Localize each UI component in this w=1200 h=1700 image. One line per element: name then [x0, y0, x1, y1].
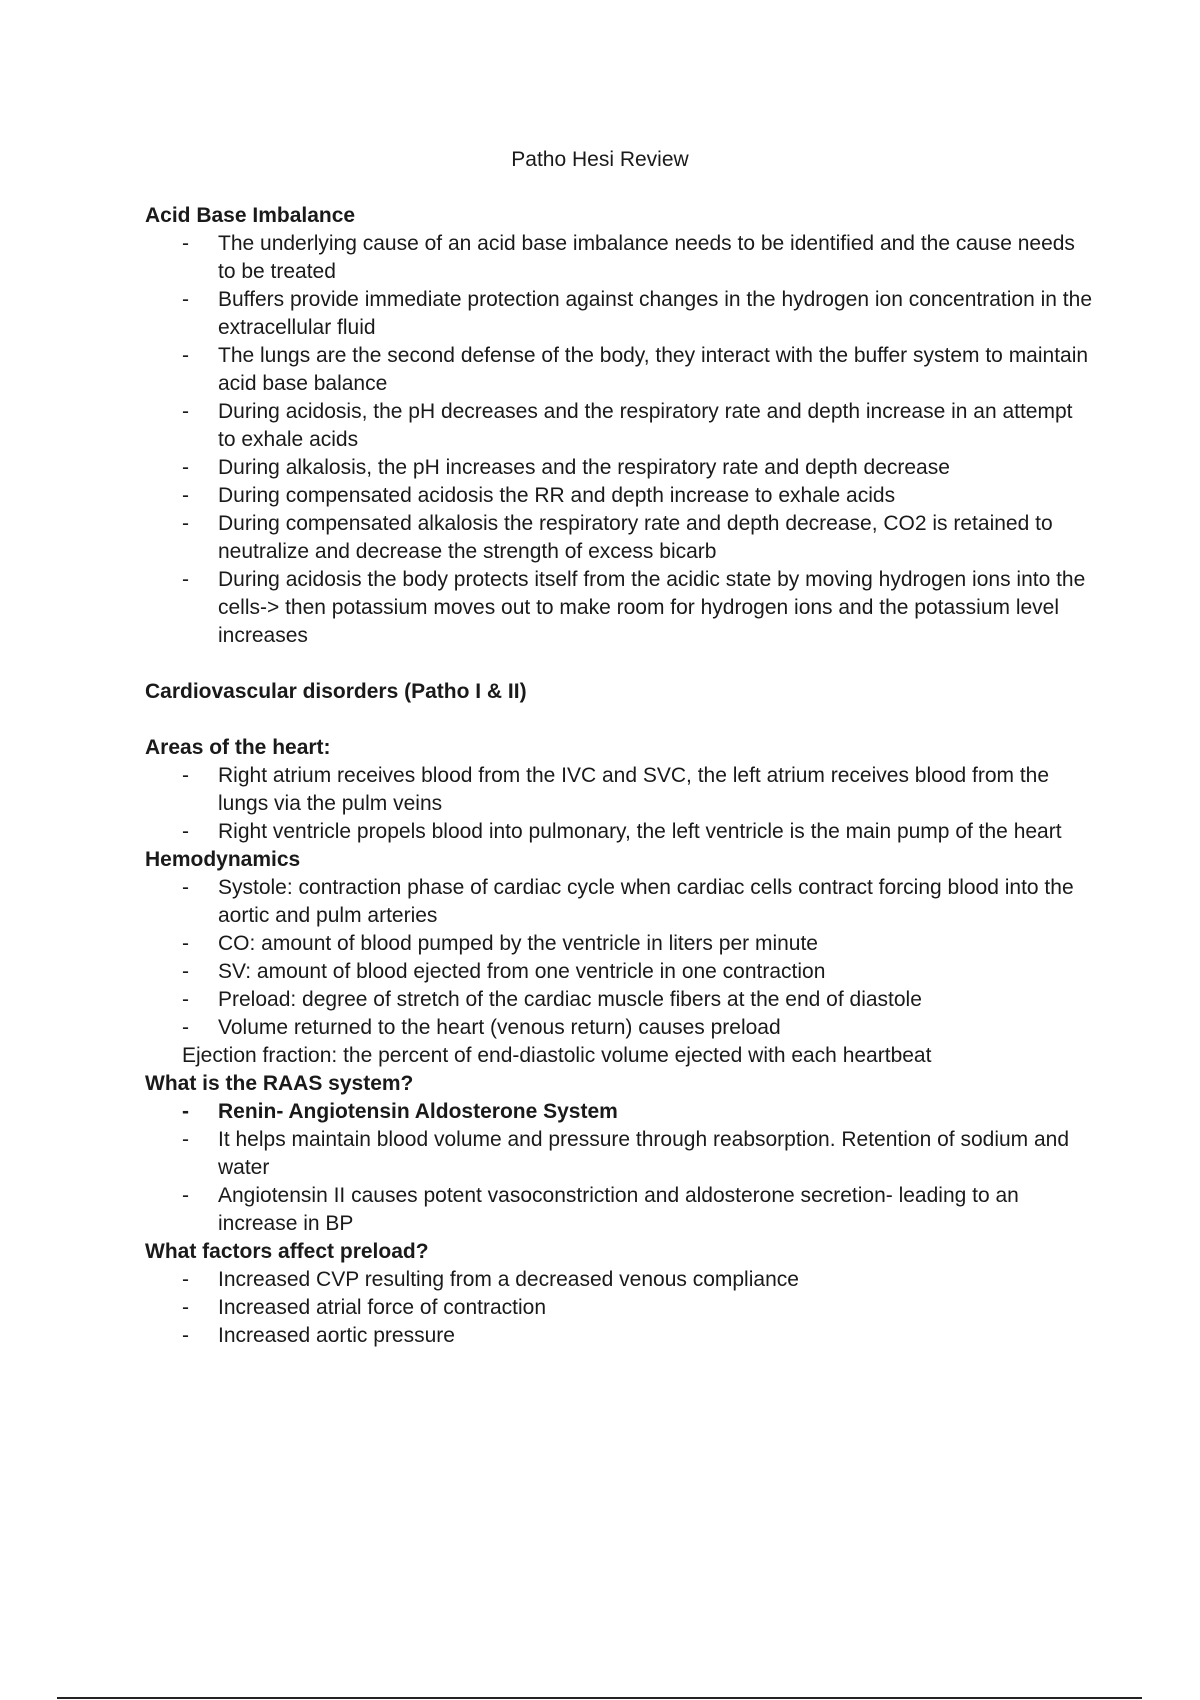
- section-heading-areas-heart: Areas of the heart:: [145, 736, 331, 759]
- list-item: - SV: amount of blood ejected from one ventricle in one contraction: [182, 960, 826, 983]
- section-heading-hemodynamics: Hemodynamics: [145, 848, 301, 871]
- ejection-fraction-text: Ejection fraction: the percent of end-diastolic volume ejected with each heartbeat: [182, 1044, 932, 1067]
- raas-list: [145, 1098, 1095, 1238]
- list-item: - During acidosis the body protects itself from the acidic state by moving hydrogen ions into the cells-> then potassium moves out to make room for hydrogen ions and the potassium level increases: [182, 568, 1086, 647]
- spacer: [145, 706, 1095, 734]
- list-item: - Angiotensin II causes potent vasoconstriction and aldosterone secretion- leading to an increase in BP: [182, 1184, 1019, 1235]
- list-item: - During alkalosis, the pH increases and the respiratory rate and depth decrease: [182, 456, 950, 479]
- list-item: - The underlying cause of an acid base imbalance needs to be identified and the cause needs to be treated: [182, 232, 1075, 283]
- list-item: - During compensated acidosis the RR and depth increase to exhale acids: [182, 484, 896, 507]
- areas-heart-list: [145, 762, 1095, 846]
- list-item: - Volume returned to the heart (venous return) causes preload: [182, 1016, 781, 1039]
- list-item: - Renin- Angiotensin Aldosterone System: [182, 1100, 618, 1123]
- acid-base-list: [145, 230, 1095, 650]
- list-item: - Preload: degree of stretch of the cardiac muscle fibers at the end of diastole: [182, 988, 922, 1011]
- list-item: - The lungs are the second defense of the body, they interact with the buffer system to maintain acid base balance: [182, 344, 1089, 395]
- list-item: - Increased atrial force of contraction: [182, 1296, 547, 1319]
- list-item: - Buffers provide immediate protection against changes in the hydrogen ion concentration in the extracellular fluid: [182, 288, 1092, 339]
- page-title: Patho Hesi Review: [511, 148, 689, 171]
- list-item: - CO: amount of blood pumped by the ventricle in liters per minute: [182, 932, 818, 955]
- section-heading-cardio: Cardiovascular disorders (Patho I & II): [145, 680, 527, 703]
- list-item: - Increased aortic pressure: [182, 1324, 455, 1347]
- document-body: [145, 202, 1095, 1350]
- section-heading-preload: What factors affect preload?: [145, 1240, 429, 1263]
- list-item: - Right ventricle propels blood into pulmonary, the left ventricle is the main pump of the heart: [182, 820, 1062, 843]
- hemodynamics-list: [145, 874, 1095, 1042]
- section-heading-raas: What is the RAAS system?: [145, 1072, 414, 1095]
- footer-divider: [57, 1697, 1142, 1699]
- list-item: - Increased CVP resulting from a decreased venous compliance: [182, 1268, 799, 1291]
- preload-list: [145, 1266, 1095, 1350]
- spacer: [145, 650, 1095, 678]
- section-heading-acid-base: Acid Base Imbalance: [145, 204, 356, 227]
- list-item: - Right atrium receives blood from the IVC and SVC, the left atrium receives blood from the lungs via the pulm veins: [182, 764, 1050, 815]
- list-item: - Systole: contraction phase of cardiac cycle when cardiac cells contract forcing blood into the aortic and pulm arteries: [182, 876, 1074, 927]
- list-item: - It helps maintain blood volume and pressure through reabsorption. Retention of sodium and water: [182, 1128, 1070, 1179]
- list-item: - During compensated alkalosis the respiratory rate and depth decrease, CO2 is retained to neutralize and decrease the strength of excess bicarb: [182, 512, 1053, 563]
- list-item: - During acidosis, the pH decreases and the respiratory rate and depth increase in an attempt to exhale acids: [182, 400, 1073, 451]
